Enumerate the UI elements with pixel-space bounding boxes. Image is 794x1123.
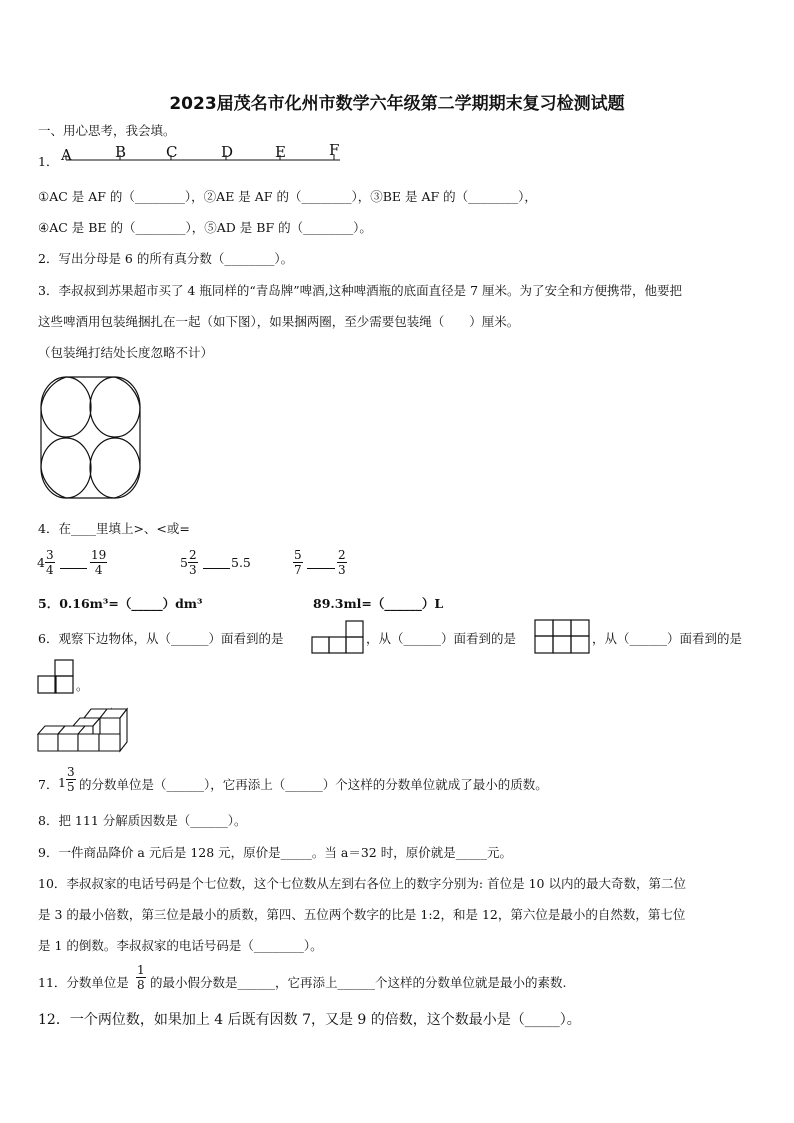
q4-e2-fraction [188,548,198,577]
q6-end: 。 [76,678,89,693]
q4-e3-fraction [293,548,303,577]
q7-text: 的分数单位是（______），它再添上（______）个这样的分数单位就成了最小的质数。 [79,777,548,792]
q4-e1-numerator: 3 [46,548,54,562]
q4-e1-fraction [45,548,55,577]
q6-view2-figure [534,619,590,655]
q11-pre: 11．分数单位是 [38,975,129,990]
q10-line2: 是 3 的最小倍数，第三位是最小的质数，第四、五位两个数字的比是 1:2，和是 12，第六位是最小的自然数，第七位 [38,907,686,922]
q1-row1: ①AC 是 AF 的（________），②AE 是 AF 的（________），③BE 是 AF 的（________）， [38,189,537,204]
q3-line2: 这些啤酒用包装绳捆扎在一起（如下图），如果捆两圈，至少需要包装绳（ ）厘米。 [38,314,520,329]
q6-cube-solid-figure [37,704,129,754]
q7-numerator: 3 [67,765,75,779]
cube-bottom-4 [99,734,120,751]
q7-denominator: 5 [67,780,75,794]
q4-e1-blank[interactable] [60,568,87,569]
q4-e1-numerator-right: 19 [91,548,107,562]
q4-e3-numerator: 5 [294,548,302,562]
page-title: 2023届茂名市化州市数学六年级第二学期期末复习检测试题 [169,94,625,114]
bottle-bottom-left [41,438,91,498]
q1-point-d: D [221,143,234,161]
q4-e1-whole: 4 [37,555,45,570]
q1-number-line [58,142,348,168]
cube-right-front-upper [100,718,120,736]
q4-e2-denominator: 3 [189,563,197,577]
q11-numerator: 1 [137,963,145,977]
q1-point-a: A [61,146,72,164]
q4-e2-whole: 5 [180,555,188,570]
q6-view2-square-2 [553,620,571,636]
bottles-bundle-figure [37,375,147,503]
q6-part1: 6．观察下边物体，从（______）面看到的是 [38,631,284,646]
q3-note: （包装绳打结处长度忽略不计） [38,345,214,360]
q4-e3-numerator-right: 2 [338,548,346,562]
q6-view3-top-square [55,660,73,676]
q10-line1: 10．李叔叔家的电话号码是个七位数，这个七位数从左到右各位上的数字分别为: 首位是 10 以内的最大奇数，第二位 [38,876,686,891]
q4-e1-denominator-right: 4 [94,563,103,577]
q6-view3-square-1 [38,676,56,693]
q7-number: 7． [38,777,59,792]
q4-e2-blank[interactable] [203,568,230,569]
q11-denominator: 8 [137,978,145,992]
q6-view1-figure [311,620,365,655]
q1-number: 1． [38,154,59,169]
q4-e3-denominator: 7 [294,563,302,577]
q4-e3-blank[interactable] [307,568,335,569]
bottle-top-left [41,377,91,437]
q1-point-e: E [275,143,286,161]
q6-view3-figure [37,659,77,695]
q6-view3-square-2 [55,676,73,693]
q1-point-c: C [166,143,178,161]
q6-part3: ，从（______）面看到的是 [592,631,743,646]
q4-e1-fraction-right [90,548,107,577]
q4-e3-fraction-right [337,548,347,577]
q7-whole: 1 [58,775,66,790]
q10-line3: 是 1 的倒数。李叔叔家的电话号码是（________）。 [38,938,323,953]
q6-view2-square-1 [535,620,553,636]
q3-line1: 3．李叔叔到苏果超市买了 4 瓶同样的“青岛牌”啤酒,这种啤酒瓶的底面直径是 7 厘米。为了安全和方便携带，他要把 [38,283,683,298]
q6-view1-top-square [346,621,363,637]
section-heading: 一、用心思考，我会填。 [38,123,176,138]
rope-outline [41,377,140,498]
q6-part2: ，从（______）面看到的是 [366,631,517,646]
q7-fraction [66,765,76,794]
q4-stem: 4．在____里填上>、<或= [38,521,190,536]
q4-e2-right: 5.5 [231,555,251,570]
q5-left: 5．0.16m³=（_____）dm³ [38,596,203,611]
q4-e2-numerator: 2 [189,548,197,562]
q1-point-f: F [329,141,340,159]
q4-e1-denominator: 4 [46,563,54,577]
q4-e3-denominator-right: 3 [338,563,346,577]
bottle-top-right [90,377,140,437]
q5-right: 89.3ml=（______）L [313,596,444,611]
q6-view2-square-6 [571,636,589,653]
q6-view1-square-1 [312,637,329,653]
q6-view2-square-4 [535,636,553,653]
q6-view1-square-2 [329,637,346,653]
q6-view2-square-5 [553,636,571,653]
q11-fraction [136,963,146,992]
q12-text: 12．一个两位数，如果加上 4 后既有因数 7，又是 9 的倍数，这个数最小是（_____）。 [38,1012,581,1028]
q11-post: 的最小假分数是______，它再添上______个这样的分数单位就是最小的素数. [150,975,567,990]
q1-point-b: B [115,143,127,161]
q6-view2-square-3 [571,620,589,636]
cube-bottom-3 [78,734,99,751]
q9-text: 9．一件商品降价 a 元后是 128 元，原价是_____。当 a＝32 时，原价就是_____元。 [38,845,512,860]
q8-text: 8．把 111 分解质因数是（______）。 [38,813,247,828]
cube-bottom-2 [58,734,78,751]
cube-bottom-1 [38,734,58,751]
bottle-bottom-right [90,438,140,498]
q1-row2: ④AC 是 BE 的（________），⑤AD 是 BF 的（________）。 [38,220,372,235]
q6-view1-square-3 [346,637,363,653]
q2-text: 2．写出分母是 6 的所有真分数（________）。 [38,251,294,266]
